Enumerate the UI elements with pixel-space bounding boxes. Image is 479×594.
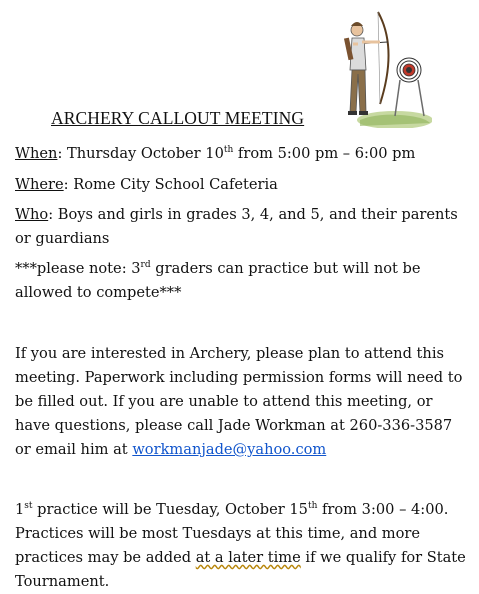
email-link[interactable]: workmanjade@yahoo.com: [132, 441, 327, 458]
practice-text: practice will be Tuesday, October 15: [32, 501, 308, 518]
note-text-end: graders can practice but will not be allowed to compete***: [15, 260, 421, 301]
page-title: ARCHERY CALLOUT MEETING: [51, 108, 305, 128]
when-line: [15, 142, 470, 166]
note-line: [15, 257, 470, 305]
who-line: [15, 203, 470, 251]
when-suffix: th: [223, 145, 234, 156]
practice-text-cont: from 3:00 – 4:00. Practices will be most Tuesdays at this time, and more practices may be added: [15, 501, 449, 566]
interest-text: If you are interested in Archery, please plan to attend this meeting. Paperwork including permission forms will need to be filled out. If you are unable to attend this meeting, or have questions, please call Jade Workman at 260-336-3587 or email him at: [15, 345, 463, 458]
when-text: : Thursday October 10: [57, 145, 224, 162]
interest-paragraph: [15, 342, 470, 462]
practice-paragraph: [15, 498, 470, 594]
where-text: : Rome City School Cafeteria: [63, 176, 278, 193]
who-label: Who: [15, 206, 49, 223]
later-time-text: at a later time: [195, 549, 301, 566]
practice-ordinal: 1: [15, 501, 25, 518]
note-suffix: rd: [140, 260, 151, 271]
who-text: : Boys and girls in grades 3, 4, and 5, and their parents or guardians: [15, 206, 458, 247]
where-label: Where: [15, 176, 64, 193]
when-time: from 5:00 pm – 6:00 pm: [233, 145, 416, 162]
practice-date-suffix: th: [307, 501, 318, 512]
practice-ordinal-suffix: st: [24, 501, 33, 512]
practice-text-end: if we qualify for State Tournament.: [15, 549, 466, 590]
archer-with-target-illustration: [340, 8, 432, 128]
note-text: ***please note: 3: [15, 260, 141, 277]
where-line: [15, 173, 470, 197]
when-label: When: [15, 145, 58, 162]
